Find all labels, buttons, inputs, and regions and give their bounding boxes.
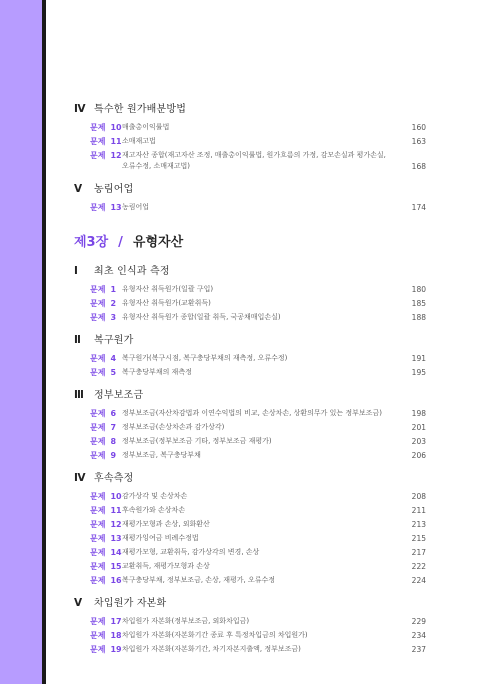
section-number: Ⅰ [74, 265, 78, 277]
problem-word: 문제 [90, 299, 106, 308]
toc-section [74, 469, 426, 586]
problem-number: 6 [110, 409, 117, 418]
problem-number: 13 [110, 203, 122, 212]
entry-title [122, 298, 426, 309]
page-number: 168 [411, 162, 426, 171]
section-number: Ⅲ [74, 389, 84, 401]
entry-title [122, 136, 426, 147]
problem-word: 문제 [90, 203, 106, 212]
entry-title-line: 유형자산 취득원가(일괄 구입) [122, 285, 214, 293]
entry-title-line: 재평가잉여금 비례수정법 [122, 534, 199, 542]
problem-number: 9 [110, 451, 117, 460]
problem-word: 문제 [90, 492, 106, 501]
problem-label [74, 491, 122, 502]
problem-label [74, 122, 122, 133]
chapter-heading [74, 231, 426, 250]
entry-title [122, 202, 426, 213]
page-number: 224 [411, 576, 426, 585]
entry-title-line: 오류수정, 소매재고법) [122, 162, 191, 170]
toc-section [74, 262, 426, 323]
toc-entry[interactable] [74, 491, 426, 502]
entry-title [122, 367, 426, 378]
toc-entry[interactable] [74, 353, 426, 364]
page-number: 213 [411, 520, 426, 529]
problem-label [74, 533, 122, 544]
toc-section [74, 180, 426, 213]
problem-word: 문제 [90, 409, 106, 418]
entry-title-line: 정부보조금(정부보조금 기타, 정부보조금 재평가) [122, 437, 272, 445]
entry-title-line: 농림어업 [122, 203, 150, 211]
problem-label [74, 353, 122, 364]
entry-title [122, 122, 426, 133]
entry-title [122, 491, 426, 502]
section-title: 차입원가 자본화 [94, 598, 167, 609]
toc-entry[interactable] [74, 367, 426, 378]
page-number: 229 [411, 617, 426, 626]
toc-entry[interactable] [74, 630, 426, 641]
problem-number: 17 [110, 617, 122, 626]
problem-number: 8 [110, 437, 117, 446]
problem-label [74, 422, 122, 433]
problem-label [74, 150, 122, 161]
side-edge-line [42, 0, 46, 684]
toc-entry[interactable] [74, 202, 426, 213]
problem-word: 문제 [90, 151, 106, 160]
problem-word: 문제 [90, 313, 106, 322]
entry-title [122, 353, 426, 364]
section-title: 특수한 원가배분방법 [94, 104, 187, 115]
problem-word: 문제 [90, 123, 106, 132]
section-heading [74, 386, 426, 404]
problem-label [74, 367, 122, 378]
toc-section [74, 100, 426, 172]
toc-entry[interactable] [74, 533, 426, 544]
toc-entry[interactable] [74, 436, 426, 447]
entry-title [122, 630, 426, 641]
problem-label [74, 505, 122, 516]
problem-label [74, 561, 122, 572]
problem-label [74, 312, 122, 323]
page-number: 215 [411, 534, 426, 543]
entry-title [122, 561, 426, 572]
problem-word: 문제 [90, 548, 106, 557]
page-number: 217 [411, 548, 426, 557]
section-title: 후속측정 [94, 473, 134, 484]
toc-entry[interactable] [74, 122, 426, 133]
entry-title [122, 547, 426, 558]
entry-title-line: 재고자산 종합(재고자산 조정, 매출총이익률법, 원가흐름의 가정, 감모손실과 평가손실, [122, 151, 386, 159]
page-number: 208 [411, 492, 426, 501]
entry-title-line: 유형자산 취득원가(교환취득) [122, 299, 211, 307]
page-number: 191 [411, 354, 426, 363]
problem-label [74, 450, 122, 461]
section-number: Ⅴ [74, 183, 83, 195]
entry-title [122, 422, 426, 433]
problem-number: 3 [110, 313, 117, 322]
toc-entry[interactable] [74, 575, 426, 586]
toc-entry[interactable] [74, 312, 426, 323]
problem-label [74, 202, 122, 213]
problem-word: 문제 [90, 285, 106, 294]
problem-number: 1 [110, 285, 117, 294]
entry-title-line: 재평가모형과 손상, 외화환산 [122, 520, 210, 528]
problem-label [74, 284, 122, 295]
problem-word: 문제 [90, 368, 106, 377]
section-title: 정부보조금 [94, 390, 144, 401]
problem-number: 11 [110, 506, 122, 515]
problem-number: 2 [110, 299, 117, 308]
problem-number: 13 [110, 534, 122, 543]
page-number: 222 [411, 562, 426, 571]
problem-word: 문제 [90, 617, 106, 626]
entry-title [122, 284, 426, 295]
section-title: 농림어업 [94, 184, 134, 195]
entry-title [122, 575, 426, 586]
entry-title [122, 312, 426, 323]
problem-word: 문제 [90, 534, 106, 543]
toc-entry[interactable] [74, 547, 426, 558]
page-number: 188 [411, 313, 426, 322]
page-number: 163 [411, 137, 426, 146]
section-heading [74, 262, 426, 280]
section-title: 복구원가 [94, 335, 134, 346]
toc-entry[interactable] [74, 561, 426, 572]
problem-word: 문제 [90, 631, 106, 640]
entry-title-line: 후속원가와 손상차손 [122, 506, 186, 514]
problem-number: 12 [110, 520, 122, 529]
chapter-slash: / [118, 235, 123, 250]
toc-parts-after [74, 262, 426, 655]
entry-title-line: 정부보조금(손상차손과 감가상각) [122, 423, 225, 431]
problem-word: 문제 [90, 137, 106, 146]
side-color-bar [0, 0, 42, 684]
toc-entry[interactable] [74, 150, 426, 172]
page-number: 195 [411, 368, 426, 377]
problem-label [74, 519, 122, 530]
problem-label [74, 575, 122, 586]
entry-title-line: 복구충당부채, 정부보조금, 손상, 재평가, 오류수정 [122, 576, 276, 584]
chapter-label: 제3장 [74, 235, 109, 250]
entry-title [122, 533, 426, 544]
toc-entry[interactable] [74, 136, 426, 147]
problem-number: 18 [110, 631, 122, 640]
problem-number: 4 [110, 354, 117, 363]
toc-parts-before [74, 100, 426, 213]
toc-entry[interactable] [74, 505, 426, 516]
problem-number: 10 [110, 492, 122, 501]
problem-number: 10 [110, 123, 122, 132]
problem-label [74, 547, 122, 558]
entry-title-line: 복구충당부채의 재측정 [122, 368, 192, 376]
page-number: 211 [411, 506, 426, 515]
section-heading [74, 594, 426, 612]
section-number: Ⅳ [74, 472, 86, 484]
problem-word: 문제 [90, 451, 106, 460]
problem-word: 문제 [90, 645, 106, 654]
page-number: 174 [411, 203, 426, 212]
problem-number: 12 [110, 151, 122, 160]
entry-title-line: 차입원가 자본화(정부보조금, 외화차입금) [122, 617, 250, 625]
entry-title [122, 450, 426, 461]
problem-word: 문제 [90, 354, 106, 363]
page-number: 206 [411, 451, 426, 460]
problem-number: 15 [110, 562, 122, 571]
section-title: 최초 인식과 측정 [94, 266, 170, 277]
problem-word: 문제 [90, 520, 106, 529]
toc-entry[interactable] [74, 298, 426, 309]
entry-title-line: 교환취득, 재평가모형과 손상 [122, 562, 210, 570]
page-number: 185 [411, 299, 426, 308]
toc-entry[interactable] [74, 422, 426, 433]
problem-number: 14 [110, 548, 122, 557]
problem-label [74, 644, 122, 655]
section-heading [74, 180, 426, 198]
entry-title [122, 505, 426, 516]
chapter-title: 유형자산 [132, 235, 184, 250]
toc-section [74, 331, 426, 378]
entry-title [122, 408, 426, 419]
page-number: 201 [411, 423, 426, 432]
problem-label [74, 616, 122, 627]
problem-number: 19 [110, 645, 122, 654]
section-heading [74, 100, 426, 118]
toc-entry[interactable] [74, 408, 426, 419]
problem-number: 16 [110, 576, 122, 585]
problem-word: 문제 [90, 437, 106, 446]
problem-word: 문제 [90, 562, 106, 571]
section-heading [74, 331, 426, 349]
toc-content [74, 100, 426, 663]
entry-title [122, 616, 426, 627]
entry-title-line: 유형자산 취득원가 종합(일괄 취득, 국공채매입손실) [122, 313, 281, 321]
entry-title-line: 감가상각 및 손상차손 [122, 492, 188, 500]
page-number: 180 [411, 285, 426, 294]
entry-title-line: 소매재고법 [122, 137, 156, 145]
entry-title-line: 정부보조금(자산차감법과 이연수익법의 비교, 손상차손, 상환의무가 있는 정부보조금) [122, 409, 382, 417]
entry-title [122, 519, 426, 530]
toc-entry[interactable] [74, 644, 426, 655]
toc-entry[interactable] [74, 284, 426, 295]
page-number: 160 [411, 123, 426, 132]
problem-word: 문제 [90, 506, 106, 515]
problem-label [74, 408, 122, 419]
entry-title-line: 차입원가 자본화(자본화기간, 차기자본지출액, 정부보조금) [122, 645, 301, 653]
page-number: 237 [411, 645, 426, 654]
problem-number: 7 [110, 423, 117, 432]
problem-word: 문제 [90, 576, 106, 585]
problem-label [74, 298, 122, 309]
entry-title-line: 재평가모형, 교환취득, 감가상각의 변경, 손상 [122, 548, 260, 556]
problem-number: 11 [110, 137, 122, 146]
section-heading [74, 469, 426, 487]
problem-label [74, 630, 122, 641]
toc-entry[interactable] [74, 519, 426, 530]
toc-entry[interactable] [74, 450, 426, 461]
problem-label [74, 136, 122, 147]
section-number: Ⅳ [74, 103, 86, 115]
toc-entry[interactable] [74, 616, 426, 627]
section-number: Ⅱ [74, 334, 81, 346]
problem-number: 5 [110, 368, 117, 377]
entry-title-line: 매출총이익률법 [122, 123, 170, 131]
entry-title [122, 150, 426, 172]
page-number: 234 [411, 631, 426, 640]
page-number: 203 [411, 437, 426, 446]
toc-section [74, 594, 426, 655]
entry-title [122, 436, 426, 447]
page-number: 198 [411, 409, 426, 418]
problem-label [74, 436, 122, 447]
section-number: Ⅴ [74, 597, 83, 609]
entry-title [122, 644, 426, 655]
entry-title-line: 정부보조금, 복구충당부채 [122, 451, 201, 459]
entry-title-line: 복구원가(복구시점, 복구충당부채의 재측정, 오류수정) [122, 354, 288, 362]
problem-word: 문제 [90, 423, 106, 432]
entry-title-line: 차입원가 자본화(자본화기간 종료 후 특정차입금의 차입원가) [122, 631, 308, 639]
toc-section [74, 386, 426, 461]
